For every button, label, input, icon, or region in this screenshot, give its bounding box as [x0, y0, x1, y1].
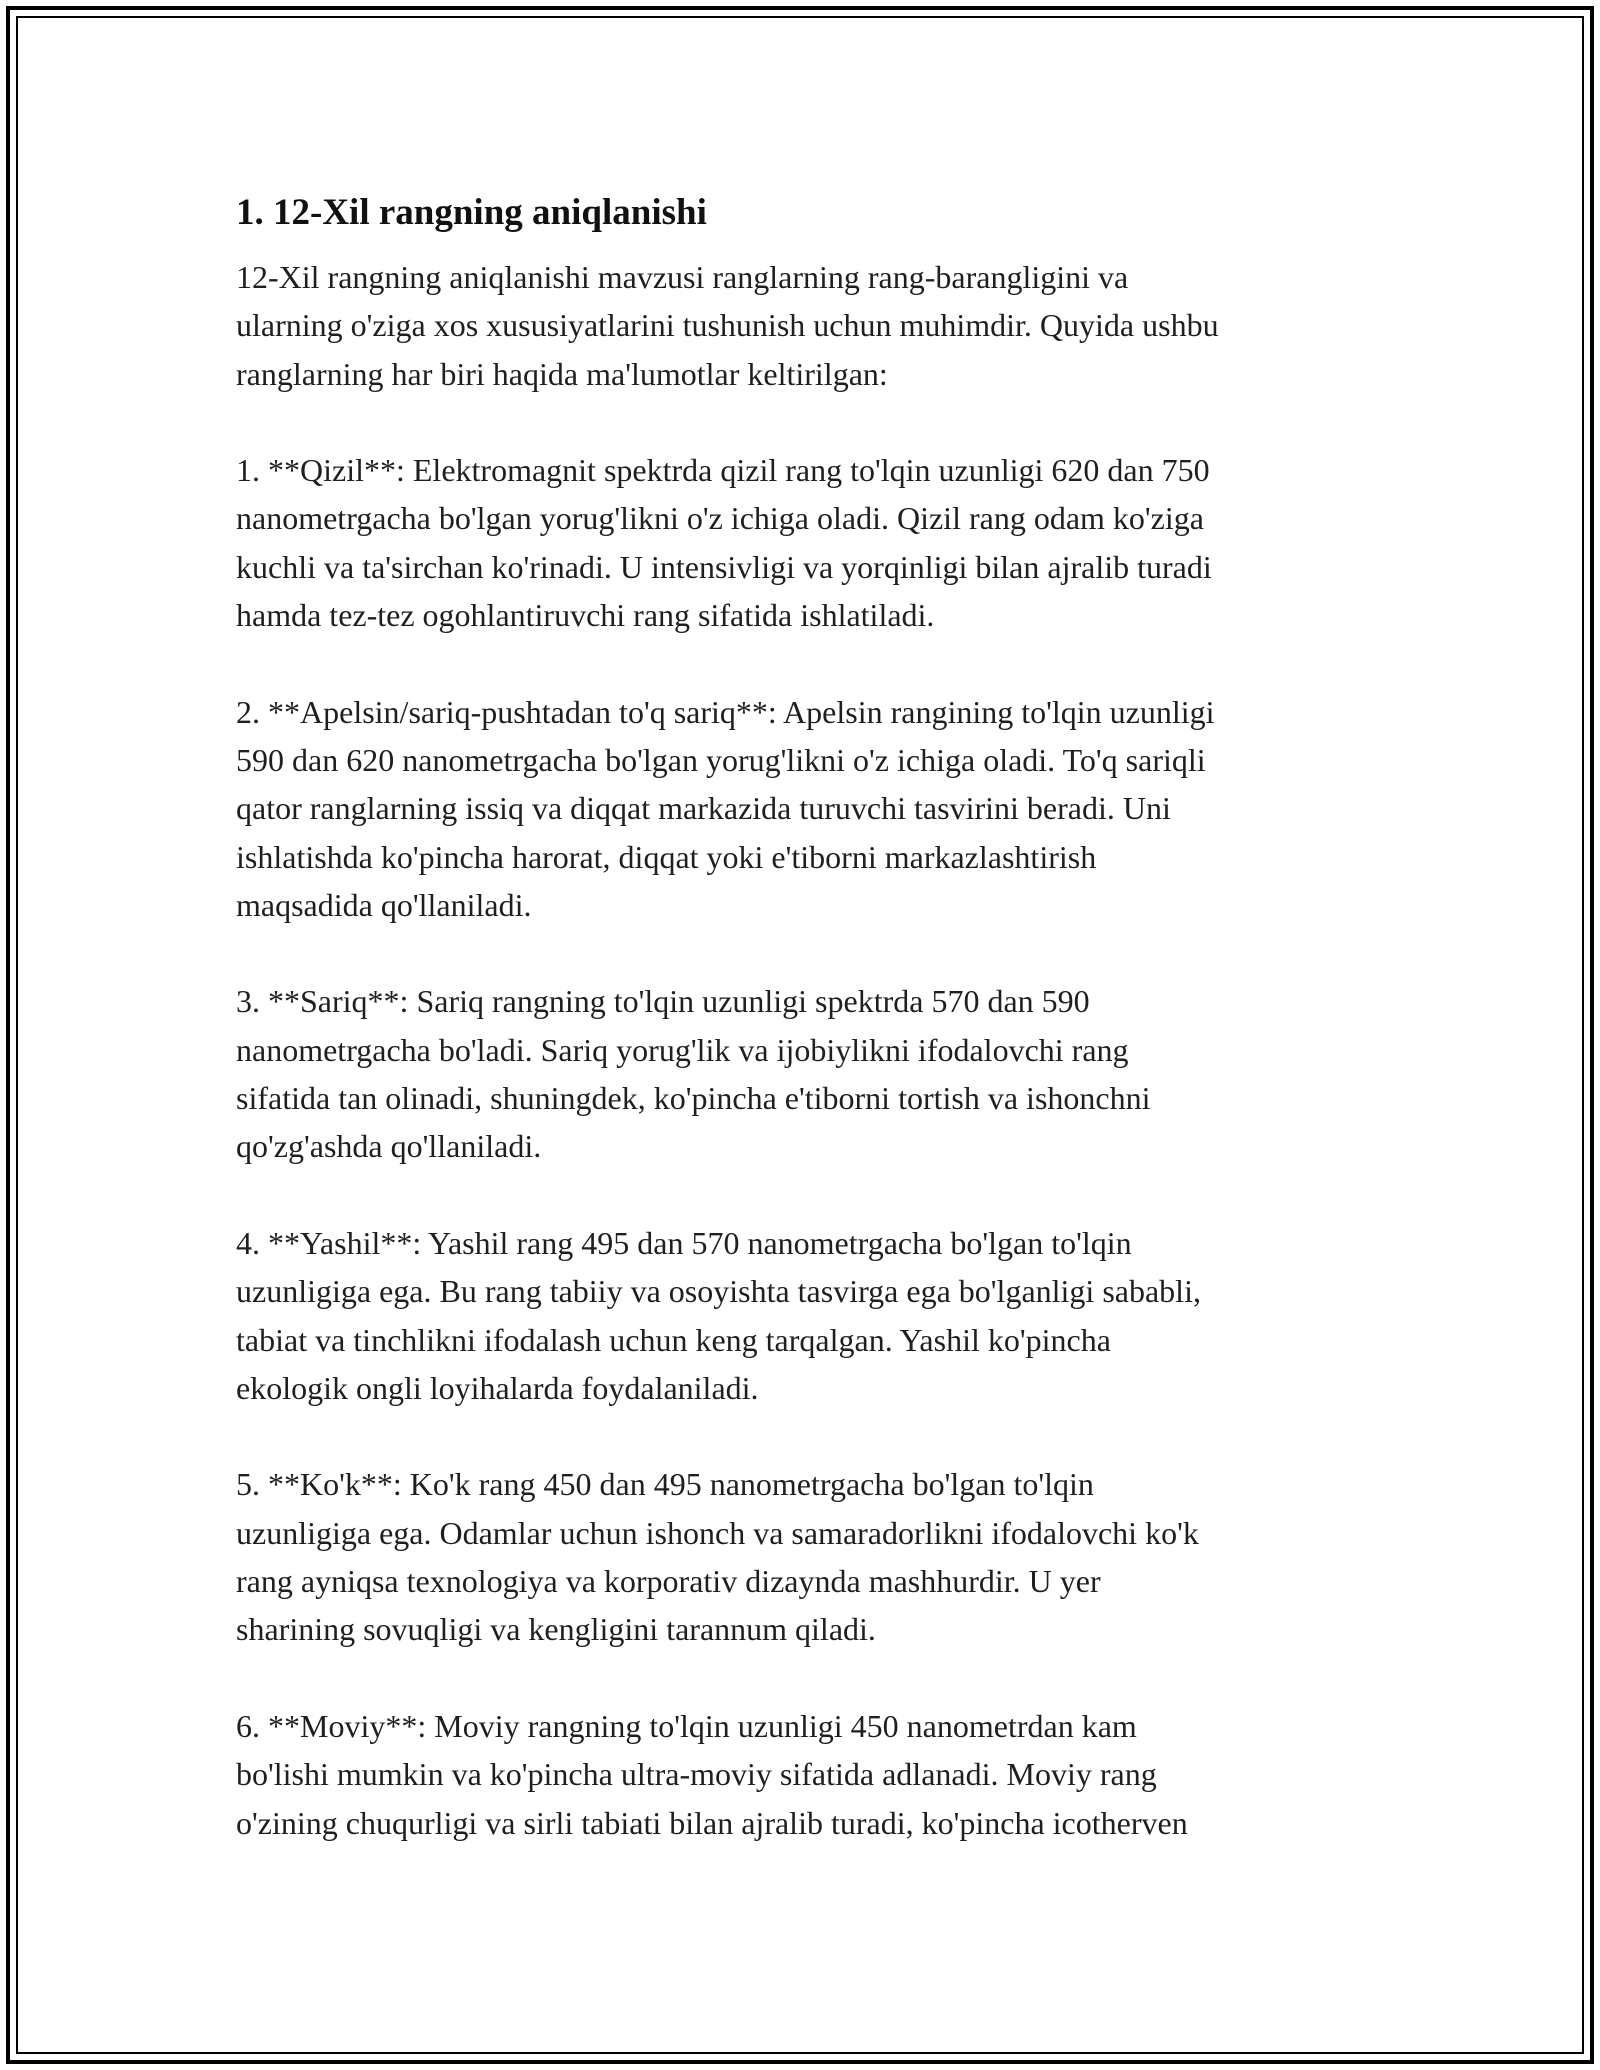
- text-line: tabiat va tinchlikni ifodalash uchun keng tarqalgan. Yashil ko'pincha: [236, 1321, 1111, 1358]
- text-line: qo'zg'ashda qo'llaniladi.: [236, 1128, 542, 1165]
- text-line: uzunligiga ega. Bu rang tabiiy va osoyishta tasvirga ega bo'lganligi sababli,: [236, 1273, 1201, 1310]
- text-line: nanometrgacha bo'lgan yorug'likni o'z ichiga oladi. Qizil rang odam ko'ziga: [236, 500, 1204, 537]
- text-line: 12-Xil rangning aniqlanishi mavzusi ranglarning rang-barangligini va: [236, 259, 1129, 295]
- text-line: 2. **Apelsin/sariq-pushtadan to'q sariq**: Apelsin rangining to'lqin uzunligi: [236, 693, 1215, 730]
- text-line: ekologik ongli loyihalarda foydalaniladi.: [236, 1369, 759, 1406]
- list-item-yellow: [236, 977, 1376, 1170]
- text-line: uzunligiga ega. Odamlar uchun ishonch va samaradorlikni ifodalovchi ko'k: [236, 1514, 1199, 1551]
- text-line: kuchli va ta'sirchan ko'rinadi. U intensivligi va yorqinligi bilan ajralib turadi: [236, 548, 1212, 585]
- text-line: qator ranglarning issiq va diqqat markazida turuvchi tasvirini beradi. Uni: [236, 790, 1171, 827]
- text-line: nanometrgacha bo'ladi. Sariq yorug'lik va ijobiylikni ifodalovchi rang: [236, 1031, 1129, 1068]
- text-line: bo'lishi mumkin va ko'pincha ultra-moviy sifatida adlanadi. Moviy rang: [236, 1756, 1157, 1793]
- text-line: 1. **Qizil**: Elektromagnit spektrda qizil rang to'lqin uzunligi 620 dan 750: [236, 452, 1210, 489]
- list-item-violet: [236, 1702, 1376, 1847]
- text-line: ishlatishda ko'pincha harorat, diqqat yoki e'tiborni markazlashtirish: [236, 838, 1097, 875]
- document-body: [236, 185, 1376, 1895]
- text-line: sifatida tan olinadi, shuningdek, ko'pincha e'tiborni tortish va ishonchni: [236, 1080, 1151, 1117]
- text-line: 6. **Moviy**: Moviy rangning to'lqin uzunligi 450 nanometrdan kam: [236, 1707, 1137, 1744]
- text-line: 4. **Yashil**: Yashil rang 495 dan 570 nanometrgacha bo'lgan to'lqin: [236, 1224, 1132, 1261]
- text-line: sharining sovuqligi va kengligini tarannum qiladi.: [236, 1611, 876, 1648]
- intro-paragraph: [236, 253, 1376, 398]
- list-item-red: [236, 446, 1376, 639]
- list-item-green: [236, 1219, 1376, 1412]
- text-line: hamda tez-tez ogohlantiruvchi rang sifatida ishlatiladi.: [236, 597, 935, 634]
- text-line: maqsadida qo'llaniladi.: [236, 886, 532, 923]
- text-line: ularning o'ziga xos xususiyatlarini tushunish uchun muhimdir. Quyida ushbu: [236, 307, 1219, 344]
- section-heading: 1. 12-Xil rangning aniqlanishi: [236, 192, 707, 233]
- list-item-blue: [236, 1460, 1376, 1653]
- text-line: o'zining chuqurligi va sirli tabiati bilan ajralib turadi, ko'pincha icotherven: [236, 1804, 1188, 1841]
- text-line: rang ayniqsa texnologiya va korporativ dizaynda mashhurdir. U yer: [236, 1563, 1101, 1600]
- text-line: 3. **Sariq**: Sariq rangning to'lqin uzunligi spektrda 570 dan 590: [236, 983, 1090, 1020]
- text-line: ranglarning har biri haqida ma'lumotlar keltirilgan:: [236, 355, 888, 392]
- text-line: 590 dan 620 nanometrgacha bo'lgan yorug'likni o'z ichiga oladi. To'q sariqli: [236, 741, 1206, 778]
- list-item-orange: [236, 688, 1376, 929]
- text-line: 5. **Ko'k**: Ko'k rang 450 dan 495 nanometrgacha bo'lgan to'lqin: [236, 1466, 1094, 1503]
